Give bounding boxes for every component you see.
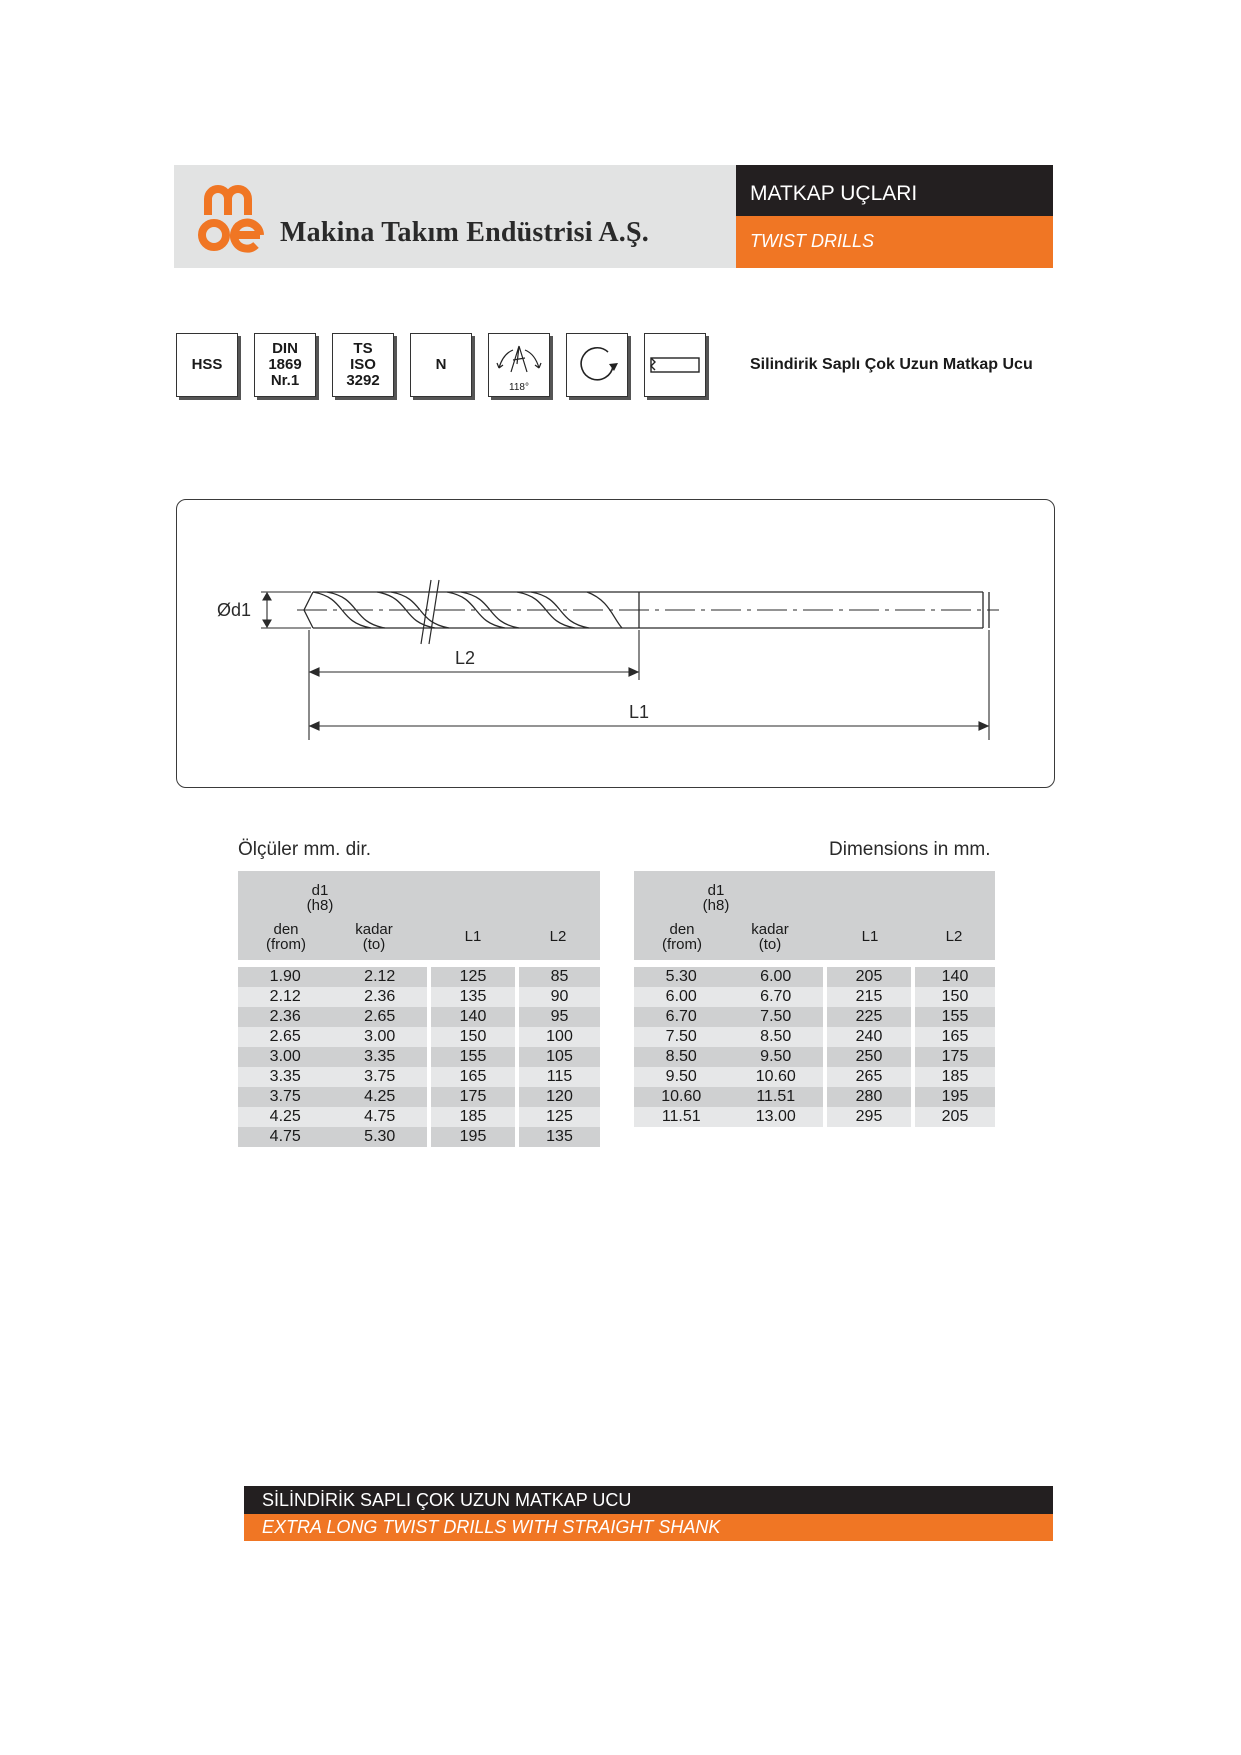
table-cell: 3.75 [269, 1088, 301, 1105]
company-logo-icon [194, 177, 272, 255]
diameter-label: Ød1 [216, 600, 251, 620]
table-cell: 2.36 [269, 1008, 301, 1025]
table-row [238, 1007, 427, 1027]
table-cell: 9.50 [760, 1048, 792, 1065]
th-l1: L1 [464, 928, 482, 945]
table-cell: 4.25 [269, 1108, 301, 1125]
table-cell: 8.50 [665, 1048, 697, 1065]
table-row [238, 1067, 427, 1087]
table-cell: 295 [827, 1107, 911, 1127]
table-cell: 215 [827, 987, 911, 1007]
table-row [238, 1127, 427, 1147]
table-row [238, 987, 427, 1007]
table-cell: 135 [519, 1127, 600, 1147]
table-cell: 85 [519, 967, 600, 987]
company-name: Makina Takım Endüstrisi A.Ş. [280, 217, 649, 248]
table-cell: 150 [431, 1027, 515, 1047]
th-l2: L2 [945, 928, 963, 945]
table-cell: 10.60 [661, 1088, 702, 1105]
table-cell: 1.90 [269, 968, 301, 985]
th-from [256, 922, 316, 952]
th-den-label: den [273, 921, 299, 938]
table-cell: 9.50 [665, 1068, 697, 1085]
twist-drill-drawing [177, 500, 1054, 787]
table-cell: 120 [519, 1087, 600, 1107]
badge-din-line3: Nr.1 [270, 372, 300, 389]
badge-hss [176, 333, 238, 397]
product-caption: Silindirik Saplı Çok Uzun Matkap Ucu [750, 356, 1033, 373]
table-cell: 3.35 [364, 1048, 396, 1065]
units-note-en: Dimensions in mm. [829, 839, 991, 860]
table-cell: 4.25 [364, 1088, 396, 1105]
table-cell: 140 [915, 967, 995, 987]
badge-ts-line2: ISO [350, 356, 376, 373]
table-cell: 2.65 [364, 1008, 396, 1025]
table-cell: 90 [519, 987, 600, 1007]
th-to-label: (to) [362, 936, 386, 953]
table-cell: 150 [915, 987, 995, 1007]
th-den-label: den [669, 921, 695, 938]
col-l1 [827, 967, 911, 1127]
technical-drawing [176, 499, 1055, 788]
th-to [344, 922, 404, 952]
table-cell: 165 [431, 1067, 515, 1087]
header-subtitle-bar [736, 216, 1053, 268]
table-row [238, 1027, 427, 1047]
badge-type-n [410, 333, 472, 397]
th-kadar-label: kadar [751, 921, 789, 938]
header-title: MATKAP UÇLARI [750, 182, 918, 205]
table-cell: 185 [431, 1107, 515, 1127]
table-cell: 155 [431, 1047, 515, 1067]
table-row [238, 1047, 427, 1067]
table-row [634, 987, 823, 1007]
l1-label: L1 [628, 702, 650, 722]
table-cell: 105 [519, 1047, 600, 1067]
table-row [238, 1107, 427, 1127]
table-cell: 175 [431, 1087, 515, 1107]
col-d1 [634, 967, 823, 1127]
page-header [174, 165, 1053, 268]
col-l2 [915, 967, 995, 1127]
table-header [238, 871, 600, 960]
table-cell: 2.12 [364, 968, 396, 985]
th-d1-label: d1 [311, 882, 329, 899]
badge-point-angle [488, 333, 550, 397]
badge-type-label: N [435, 356, 447, 373]
badge-ts-line1: TS [353, 340, 373, 357]
l2-label: L2 [454, 648, 476, 668]
table-cell: 125 [431, 967, 515, 987]
clockwise-rotation-icon [572, 340, 622, 390]
table-cell: 155 [915, 1007, 995, 1027]
table-cell: 115 [519, 1067, 600, 1087]
th-d1 [696, 883, 736, 913]
table-cell: 3.00 [364, 1028, 396, 1045]
table-cell: 250 [827, 1047, 911, 1067]
table-cell: 5.30 [364, 1128, 396, 1145]
table-row [238, 1087, 427, 1107]
th-from-label: (from) [266, 936, 306, 953]
company-banner [174, 165, 736, 268]
th-to [740, 922, 800, 952]
table-cell: 10.60 [755, 1068, 796, 1085]
th-kadar-label: kadar [355, 921, 393, 938]
table-cell: 4.75 [364, 1108, 396, 1125]
th-to-label: (to) [758, 936, 782, 953]
table-cell: 11.51 [756, 1088, 796, 1105]
footer-subtitle-bar [244, 1514, 1053, 1541]
table-cell: 5.30 [665, 968, 697, 985]
table-cell: 6.70 [665, 1008, 697, 1025]
badge-din-text [268, 341, 301, 389]
table-cell: 195 [915, 1087, 995, 1107]
badge-ts-text [346, 341, 379, 389]
th-l1: L1 [861, 928, 879, 945]
th-h8-label: (h8) [702, 897, 730, 914]
footer-title-bar [244, 1486, 1053, 1514]
table-cell: 3.75 [364, 1068, 396, 1085]
footer-subtitle: EXTRA LONG TWIST DRILLS WITH STRAIGHT SHANK [262, 1517, 721, 1537]
table-cell: 11.51 [661, 1108, 701, 1125]
table-cell: 240 [827, 1027, 911, 1047]
table-cell: 185 [915, 1067, 995, 1087]
col-d1 [238, 967, 427, 1147]
badge-ts-line3: 3292 [346, 372, 380, 389]
col-l1 [431, 967, 515, 1147]
table-row [634, 1027, 823, 1047]
th-from [652, 922, 712, 952]
th-d1 [300, 883, 340, 913]
units-note-tr: Ölçüler mm. dir. [238, 839, 372, 860]
badge-din [254, 333, 316, 397]
table-cell: 3.00 [269, 1048, 301, 1065]
badge-din-line1: DIN [272, 340, 298, 357]
table-row [634, 1007, 823, 1027]
header-title-bar [736, 165, 1053, 216]
col-l2 [519, 967, 600, 1147]
table-row [634, 967, 823, 987]
table-cell: 135 [431, 987, 515, 1007]
table-cell: 225 [827, 1007, 911, 1027]
table-cell: 265 [827, 1067, 911, 1087]
table-cell: 2.12 [269, 988, 301, 1005]
table-row [634, 1047, 823, 1067]
badge-ts-iso [332, 333, 394, 397]
table-cell: 175 [915, 1047, 995, 1067]
table-cell: 205 [915, 1107, 995, 1127]
table-cell: 6.00 [760, 968, 792, 985]
table-cell: 6.70 [760, 988, 792, 1005]
table-row [634, 1107, 823, 1127]
table-row [238, 967, 427, 987]
footer-title: SİLİNDİRİK SAPLI ÇOK UZUN MATKAP UCU [262, 1490, 632, 1510]
table-cell: 165 [915, 1027, 995, 1047]
table-cell: 7.50 [760, 1008, 792, 1025]
table-row [634, 1087, 823, 1107]
header-subtitle: TWIST DRILLS [750, 231, 875, 251]
table-cell: 195 [431, 1127, 515, 1147]
table-cell: 100 [519, 1027, 600, 1047]
th-l2: L2 [549, 928, 567, 945]
page-footer [244, 1486, 1053, 1541]
straight-shank-icon [647, 350, 703, 380]
table-row [634, 1067, 823, 1087]
table-cell: 2.65 [269, 1028, 301, 1045]
table-cell: 3.35 [269, 1068, 301, 1085]
table-cell: 205 [827, 967, 911, 987]
badge-hss-label: HSS [191, 356, 223, 373]
table-header [634, 871, 995, 960]
table-cell: 8.50 [760, 1028, 792, 1045]
badge-rotation [566, 333, 628, 397]
table-cell: 140 [431, 1007, 515, 1027]
table-cell: 13.00 [755, 1108, 796, 1125]
table-cell: 4.75 [269, 1128, 301, 1145]
table-cell: 95 [519, 1007, 600, 1027]
th-h8-label: (h8) [306, 897, 334, 914]
th-d1-label: d1 [707, 882, 725, 899]
th-from-label: (from) [662, 936, 702, 953]
table-cell: 2.36 [364, 988, 396, 1005]
point-angle-label: 118° [509, 382, 529, 393]
table-cell: 280 [827, 1087, 911, 1107]
badge-din-line2: 1869 [268, 356, 302, 373]
table-cell: 6.00 [665, 988, 697, 1005]
badge-straight-shank [644, 333, 706, 397]
table-cell: 125 [519, 1107, 600, 1127]
table-cell: 7.50 [665, 1028, 697, 1045]
